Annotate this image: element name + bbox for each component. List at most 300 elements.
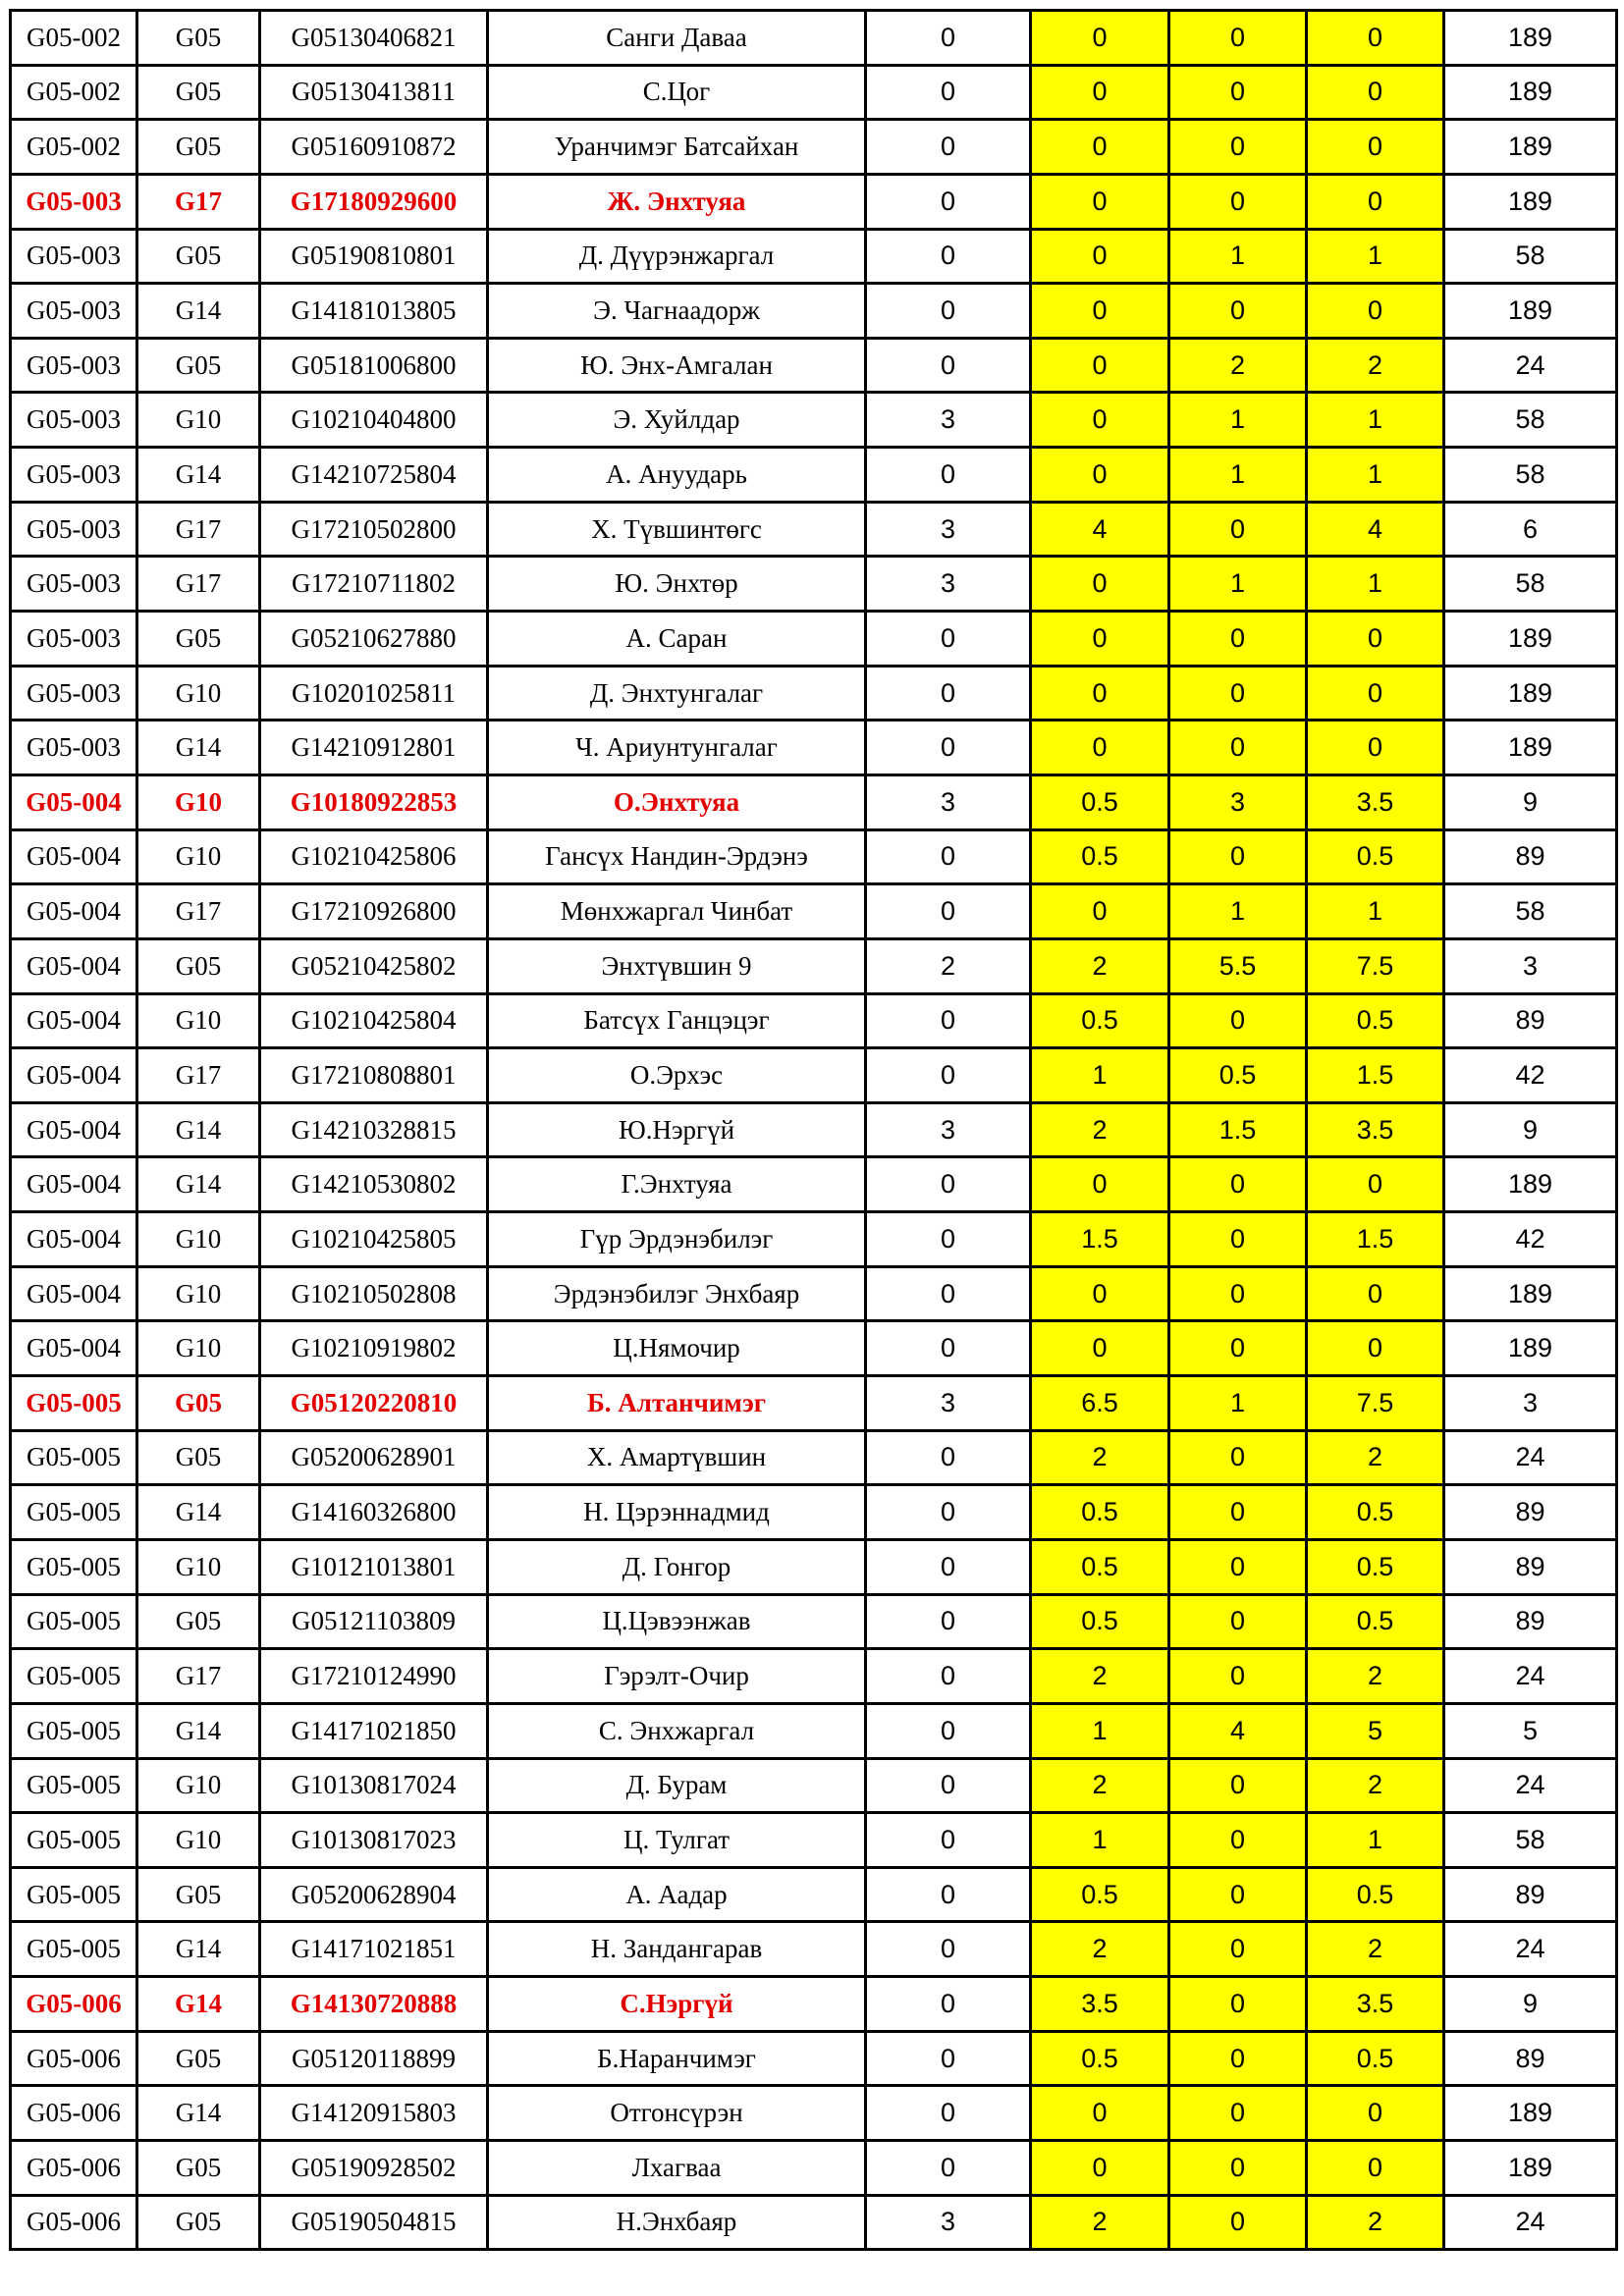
group-code-cell: G05-004	[11, 774, 137, 829]
table-row	[11, 1266, 1617, 1321]
school-code-cell: G05	[137, 612, 260, 667]
school-code-cell: G05	[137, 2195, 260, 2250]
score-2-cell: 6.5	[1031, 1376, 1169, 1431]
student-id-cell: G05160910872	[260, 120, 488, 175]
score-1-cell: 0	[866, 1539, 1031, 1594]
score-2-cell: 0.5	[1031, 774, 1169, 829]
group-code-cell: G05-004	[11, 829, 137, 884]
student-name-cell: Д. Бурам	[488, 1758, 866, 1813]
score-3-cell: 0	[1169, 11, 1307, 66]
score-1-cell: 0	[866, 884, 1031, 939]
score-2-cell: 0	[1031, 557, 1169, 612]
table-row	[11, 1594, 1617, 1649]
student-id-cell: G05120220810	[260, 1376, 488, 1431]
table-row	[11, 2031, 1617, 2086]
score-3-cell: 5.5	[1169, 938, 1307, 993]
table-row	[11, 1430, 1617, 1485]
rank-cell: 42	[1444, 1048, 1617, 1103]
score-1-cell: 0	[866, 1485, 1031, 1540]
total-score-cell: 0	[1307, 65, 1444, 120]
student-name-cell: А. Саран	[488, 612, 866, 667]
total-score-cell: 2	[1307, 338, 1444, 393]
total-score-cell: 4	[1307, 502, 1444, 557]
results-table	[9, 9, 1618, 2251]
school-code-cell: G14	[137, 721, 260, 775]
group-code-cell: G05-006	[11, 2140, 137, 2195]
score-2-cell: 0	[1031, 884, 1169, 939]
score-1-cell: 0	[866, 829, 1031, 884]
score-3-cell: 1	[1169, 448, 1307, 503]
score-2-cell: 4	[1031, 502, 1169, 557]
rank-cell: 89	[1444, 1485, 1617, 1540]
total-score-cell: 1	[1307, 229, 1444, 284]
table-row	[11, 829, 1617, 884]
group-code-cell: G05-003	[11, 448, 137, 503]
score-1-cell: 3	[866, 393, 1031, 448]
table-row	[11, 229, 1617, 284]
score-1-cell: 0	[866, 338, 1031, 393]
score-2-cell: 0.5	[1031, 829, 1169, 884]
rank-cell: 42	[1444, 1212, 1617, 1267]
student-name-cell: Батсүх Ганцэцэг	[488, 993, 866, 1048]
score-1-cell: 0	[866, 1758, 1031, 1813]
student-id-cell: G14181013805	[260, 284, 488, 339]
student-id-cell: G17210502800	[260, 502, 488, 557]
school-code-cell: G14	[137, 1977, 260, 2032]
score-3-cell: 1	[1169, 393, 1307, 448]
student-name-cell: Гэрэлт-Очир	[488, 1649, 866, 1704]
score-3-cell: 0	[1169, 1212, 1307, 1267]
score-3-cell: 0.5	[1169, 1048, 1307, 1103]
score-2-cell: 0	[1031, 284, 1169, 339]
table-row	[11, 993, 1617, 1048]
student-id-cell: G14171021851	[260, 1922, 488, 1977]
total-score-cell: 0	[1307, 174, 1444, 229]
school-code-cell: G17	[137, 884, 260, 939]
score-2-cell: 0	[1031, 2140, 1169, 2195]
total-score-cell: 0	[1307, 1157, 1444, 1212]
rank-cell: 58	[1444, 229, 1617, 284]
school-code-cell: G17	[137, 174, 260, 229]
student-name-cell: С. Энхжаргал	[488, 1703, 866, 1758]
student-name-cell: Ю.Нэргүй	[488, 1102, 866, 1157]
score-1-cell: 0	[866, 448, 1031, 503]
school-code-cell: G14	[137, 1922, 260, 1977]
group-code-cell: G05-003	[11, 229, 137, 284]
student-id-cell: G10121013801	[260, 1539, 488, 1594]
school-code-cell: G14	[137, 448, 260, 503]
score-3-cell: 0	[1169, 666, 1307, 721]
score-1-cell: 0	[866, 721, 1031, 775]
student-id-cell: G10210404800	[260, 393, 488, 448]
score-2-cell: 0	[1031, 11, 1169, 66]
student-name-cell: Ц.Нямочир	[488, 1321, 866, 1376]
student-name-cell: Энхтүвшин 9	[488, 938, 866, 993]
student-id-cell: G14210725804	[260, 448, 488, 503]
school-code-cell: G10	[137, 829, 260, 884]
school-code-cell: G05	[137, 2031, 260, 2086]
group-code-cell: G05-006	[11, 2195, 137, 2250]
total-score-cell: 2	[1307, 1922, 1444, 1977]
score-2-cell: 0	[1031, 721, 1169, 775]
student-name-cell: Х. Түвшинтөгс	[488, 502, 866, 557]
score-3-cell: 0	[1169, 120, 1307, 175]
table-row	[11, 1649, 1617, 1704]
score-3-cell: 0	[1169, 612, 1307, 667]
table-row	[11, 65, 1617, 120]
rank-cell: 58	[1444, 448, 1617, 503]
student-id-cell: G05200628901	[260, 1430, 488, 1485]
total-score-cell: 1.5	[1307, 1212, 1444, 1267]
school-code-cell: G17	[137, 502, 260, 557]
group-code-cell: G05-006	[11, 2086, 137, 2141]
student-id-cell: G17210124990	[260, 1649, 488, 1704]
score-2-cell: 2	[1031, 2195, 1169, 2250]
group-code-cell: G05-005	[11, 1649, 137, 1704]
rank-cell: 189	[1444, 2086, 1617, 2141]
student-id-cell: G05190504815	[260, 2195, 488, 2250]
score-1-cell: 0	[866, 1813, 1031, 1868]
score-1-cell: 0	[866, 174, 1031, 229]
score-1-cell: 0	[866, 284, 1031, 339]
score-1-cell: 3	[866, 774, 1031, 829]
score-2-cell: 2	[1031, 1649, 1169, 1704]
rank-cell: 89	[1444, 2031, 1617, 2086]
score-2-cell: 0	[1031, 1321, 1169, 1376]
school-code-cell: G14	[137, 2086, 260, 2141]
score-2-cell: 2	[1031, 938, 1169, 993]
score-3-cell: 0	[1169, 993, 1307, 1048]
table-row	[11, 393, 1617, 448]
student-id-cell: G10201025811	[260, 666, 488, 721]
score-1-cell: 0	[866, 1321, 1031, 1376]
school-code-cell: G10	[137, 1539, 260, 1594]
student-name-cell: Гансүх Нандин-Эрдэнэ	[488, 829, 866, 884]
group-code-cell: G05-003	[11, 721, 137, 775]
school-code-cell: G05	[137, 120, 260, 175]
student-id-cell: G17210808801	[260, 1048, 488, 1103]
rank-cell: 3	[1444, 938, 1617, 993]
score-3-cell: 1	[1169, 1376, 1307, 1431]
student-id-cell: G14160326800	[260, 1485, 488, 1540]
score-3-cell: 0	[1169, 2195, 1307, 2250]
student-id-cell: G05130413811	[260, 65, 488, 120]
table-row	[11, 1539, 1617, 1594]
table-row	[11, 1157, 1617, 1212]
total-score-cell: 3.5	[1307, 1977, 1444, 2032]
student-id-cell: G05120118899	[260, 2031, 488, 2086]
rank-cell: 189	[1444, 120, 1617, 175]
group-code-cell: G05-003	[11, 174, 137, 229]
total-score-cell: 1	[1307, 448, 1444, 503]
score-2-cell: 0.5	[1031, 1867, 1169, 1922]
score-1-cell: 0	[866, 1977, 1031, 2032]
score-3-cell: 1	[1169, 229, 1307, 284]
group-code-cell: G05-003	[11, 666, 137, 721]
student-id-cell: G10130817023	[260, 1813, 488, 1868]
rank-cell: 24	[1444, 2195, 1617, 2250]
group-code-cell: G05-004	[11, 993, 137, 1048]
rank-cell: 3	[1444, 1376, 1617, 1431]
rank-cell: 189	[1444, 1321, 1617, 1376]
rank-cell: 89	[1444, 1867, 1617, 1922]
school-code-cell: G10	[137, 774, 260, 829]
table-row-group-leader	[11, 774, 1617, 829]
rank-cell: 6	[1444, 502, 1617, 557]
student-id-cell: G14130720888	[260, 1977, 488, 2032]
group-code-cell: G05-006	[11, 2031, 137, 2086]
student-name-cell: Ц. Тулгат	[488, 1813, 866, 1868]
score-1-cell: 0	[866, 1157, 1031, 1212]
student-id-cell: G14120915803	[260, 2086, 488, 2141]
score-2-cell: 0	[1031, 612, 1169, 667]
student-id-cell: G10210425805	[260, 1212, 488, 1267]
score-1-cell: 3	[866, 502, 1031, 557]
score-2-cell: 0	[1031, 229, 1169, 284]
rank-cell: 5	[1444, 1703, 1617, 1758]
student-name-cell: Б.Наранчимэг	[488, 2031, 866, 2086]
school-code-cell: G05	[137, 338, 260, 393]
group-code-cell: G05-003	[11, 284, 137, 339]
table-row	[11, 2086, 1617, 2141]
group-code-cell: G05-004	[11, 1102, 137, 1157]
rank-cell: 24	[1444, 1430, 1617, 1485]
school-code-cell: G10	[137, 1758, 260, 1813]
rank-cell: 189	[1444, 65, 1617, 120]
total-score-cell: 3.5	[1307, 1102, 1444, 1157]
student-id-cell: G10210425806	[260, 829, 488, 884]
school-code-cell: G10	[137, 1813, 260, 1868]
student-name-cell: Мөнхжаргал Чинбат	[488, 884, 866, 939]
school-code-cell: G10	[137, 1321, 260, 1376]
score-1-cell: 2	[866, 938, 1031, 993]
student-name-cell: Гүр Эрдэнэбилэг	[488, 1212, 866, 1267]
score-1-cell: 0	[866, 11, 1031, 66]
student-name-cell: Х. Амартүвшин	[488, 1430, 866, 1485]
group-code-cell: G05-003	[11, 557, 137, 612]
student-id-cell: G05190810801	[260, 229, 488, 284]
rank-cell: 58	[1444, 1813, 1617, 1868]
score-2-cell: 0	[1031, 338, 1169, 393]
table-row	[11, 2140, 1617, 2195]
school-code-cell: G10	[137, 993, 260, 1048]
rank-cell: 189	[1444, 666, 1617, 721]
student-name-cell: Э. Хуйлдар	[488, 393, 866, 448]
school-code-cell: G17	[137, 1048, 260, 1103]
total-score-cell: 0	[1307, 120, 1444, 175]
student-id-cell: G14210912801	[260, 721, 488, 775]
total-score-cell: 0	[1307, 284, 1444, 339]
score-3-cell: 0	[1169, 502, 1307, 557]
table-row	[11, 2195, 1617, 2250]
student-name-cell: О.Энхтуяа	[488, 774, 866, 829]
total-score-cell: 2	[1307, 1649, 1444, 1704]
rank-cell: 9	[1444, 774, 1617, 829]
score-3-cell: 0	[1169, 1266, 1307, 1321]
rank-cell: 189	[1444, 2140, 1617, 2195]
rank-cell: 189	[1444, 612, 1617, 667]
table-row	[11, 666, 1617, 721]
group-code-cell: G05-005	[11, 1376, 137, 1431]
score-2-cell: 0.5	[1031, 993, 1169, 1048]
score-3-cell: 0	[1169, 1594, 1307, 1649]
table-row	[11, 1922, 1617, 1977]
student-name-cell: Эрдэнэбилэг Энхбаяр	[488, 1266, 866, 1321]
group-code-cell: G05-004	[11, 1048, 137, 1103]
score-1-cell: 0	[866, 993, 1031, 1048]
score-3-cell: 1	[1169, 884, 1307, 939]
group-code-cell: G05-005	[11, 1703, 137, 1758]
rank-cell: 58	[1444, 884, 1617, 939]
rank-cell: 89	[1444, 993, 1617, 1048]
school-code-cell: G10	[137, 666, 260, 721]
table-row-group-leader	[11, 174, 1617, 229]
group-code-cell: G05-002	[11, 11, 137, 66]
score-2-cell: 1	[1031, 1048, 1169, 1103]
score-2-cell: 0.5	[1031, 1594, 1169, 1649]
score-2-cell: 0	[1031, 666, 1169, 721]
group-code-cell: G05-005	[11, 1485, 137, 1540]
school-code-cell: G05	[137, 938, 260, 993]
table-row-group-leader	[11, 1977, 1617, 2032]
student-id-cell: G17180929600	[260, 174, 488, 229]
table-row	[11, 721, 1617, 775]
group-code-cell: G05-004	[11, 1321, 137, 1376]
rank-cell: 24	[1444, 338, 1617, 393]
student-name-cell: Санги Даваа	[488, 11, 866, 66]
student-id-cell: G10210919802	[260, 1321, 488, 1376]
group-code-cell: G05-003	[11, 502, 137, 557]
table-row	[11, 284, 1617, 339]
score-2-cell: 2	[1031, 1430, 1169, 1485]
score-3-cell: 0	[1169, 2140, 1307, 2195]
score-3-cell: 0	[1169, 1867, 1307, 1922]
student-id-cell: G14210530802	[260, 1157, 488, 1212]
group-code-cell: G05-005	[11, 1867, 137, 1922]
school-code-cell: G10	[137, 393, 260, 448]
total-score-cell: 2	[1307, 1758, 1444, 1813]
total-score-cell: 2	[1307, 1430, 1444, 1485]
table-row-group-leader	[11, 1376, 1617, 1431]
total-score-cell: 0.5	[1307, 1485, 1444, 1540]
student-id-cell: G14210328815	[260, 1102, 488, 1157]
rank-cell: 24	[1444, 1758, 1617, 1813]
score-1-cell: 0	[866, 1430, 1031, 1485]
table-row	[11, 448, 1617, 503]
score-1-cell: 0	[866, 120, 1031, 175]
table-row	[11, 1867, 1617, 1922]
score-3-cell: 0	[1169, 721, 1307, 775]
group-code-cell: G05-004	[11, 1266, 137, 1321]
total-score-cell: 3.5	[1307, 774, 1444, 829]
school-code-cell: G10	[137, 1266, 260, 1321]
school-code-cell: G05	[137, 229, 260, 284]
score-3-cell: 3	[1169, 774, 1307, 829]
group-code-cell: G05-005	[11, 1922, 137, 1977]
score-3-cell: 0	[1169, 1485, 1307, 1540]
score-3-cell: 0	[1169, 1922, 1307, 1977]
results-table-body	[11, 11, 1617, 2250]
score-1-cell: 0	[866, 1594, 1031, 1649]
rank-cell: 189	[1444, 284, 1617, 339]
score-2-cell: 0.5	[1031, 2031, 1169, 2086]
student-id-cell: G05210627880	[260, 612, 488, 667]
rank-cell: 89	[1444, 829, 1617, 884]
group-code-cell: G05-004	[11, 1157, 137, 1212]
score-3-cell: 1	[1169, 557, 1307, 612]
score-2-cell: 0	[1031, 65, 1169, 120]
score-1-cell: 0	[866, 229, 1031, 284]
score-3-cell: 0	[1169, 2031, 1307, 2086]
student-name-cell: Лхагваа	[488, 2140, 866, 2195]
total-score-cell: 0	[1307, 721, 1444, 775]
total-score-cell: 0.5	[1307, 829, 1444, 884]
total-score-cell: 1	[1307, 393, 1444, 448]
group-code-cell: G05-003	[11, 612, 137, 667]
student-id-cell: G14171021850	[260, 1703, 488, 1758]
group-code-cell: G05-004	[11, 884, 137, 939]
score-1-cell: 0	[866, 612, 1031, 667]
table-row	[11, 612, 1617, 667]
school-code-cell: G14	[137, 1157, 260, 1212]
score-1-cell: 0	[866, 1867, 1031, 1922]
score-1-cell: 0	[866, 1649, 1031, 1704]
school-code-cell: G05	[137, 1867, 260, 1922]
score-3-cell: 0	[1169, 1758, 1307, 1813]
school-code-cell: G05	[137, 65, 260, 120]
score-3-cell: 0	[1169, 2086, 1307, 2141]
total-score-cell: 0	[1307, 2140, 1444, 2195]
rank-cell: 58	[1444, 393, 1617, 448]
total-score-cell: 1	[1307, 884, 1444, 939]
student-name-cell: Ю. Энх-Амгалан	[488, 338, 866, 393]
rank-cell: 89	[1444, 1539, 1617, 1594]
score-2-cell: 0	[1031, 1157, 1169, 1212]
student-id-cell: G17210711802	[260, 557, 488, 612]
total-score-cell: 1.5	[1307, 1048, 1444, 1103]
school-code-cell: G17	[137, 1649, 260, 1704]
school-code-cell: G14	[137, 1102, 260, 1157]
table-row	[11, 338, 1617, 393]
score-3-cell: 2	[1169, 338, 1307, 393]
score-2-cell: 0	[1031, 1266, 1169, 1321]
score-1-cell: 3	[866, 557, 1031, 612]
score-2-cell: 0.5	[1031, 1539, 1169, 1594]
score-3-cell: 0	[1169, 1430, 1307, 1485]
table-row	[11, 1703, 1617, 1758]
student-id-cell: G10180922853	[260, 774, 488, 829]
score-1-cell: 3	[866, 2195, 1031, 2250]
group-code-cell: G05-006	[11, 1977, 137, 2032]
student-name-cell: Ц.Цэвээнжав	[488, 1594, 866, 1649]
total-score-cell: 5	[1307, 1703, 1444, 1758]
score-2-cell: 2	[1031, 1102, 1169, 1157]
school-code-cell: G17	[137, 557, 260, 612]
student-name-cell: Уранчимэг Батсайхан	[488, 120, 866, 175]
score-1-cell: 0	[866, 2086, 1031, 2141]
score-1-cell: 0	[866, 1266, 1031, 1321]
score-1-cell: 0	[866, 2031, 1031, 2086]
score-1-cell: 0	[866, 666, 1031, 721]
student-id-cell: G05181006800	[260, 338, 488, 393]
total-score-cell: 1	[1307, 1813, 1444, 1868]
score-3-cell: 0	[1169, 174, 1307, 229]
score-3-cell: 0	[1169, 284, 1307, 339]
score-2-cell: 0	[1031, 120, 1169, 175]
group-code-cell: G05-005	[11, 1539, 137, 1594]
score-1-cell: 3	[866, 1376, 1031, 1431]
rank-cell: 189	[1444, 721, 1617, 775]
